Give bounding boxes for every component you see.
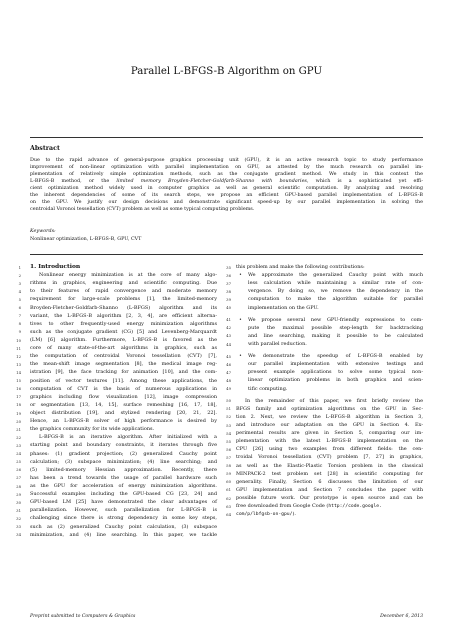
- line-number: 54: [226, 430, 231, 436]
- text-line: [16, 514, 217, 522]
- section-heading-line: [18, 263, 217, 271]
- abstract-line: [30, 178, 423, 185]
- line-number: 3: [18, 280, 21, 286]
- line-number: 36: [226, 272, 231, 278]
- text-line: [16, 401, 217, 409]
- abstract-line: on the GPU. We justify our design decisions and demonstrate significant speed-up by our parallel implementation in solving the: [30, 199, 423, 206]
- text-line: [16, 490, 217, 498]
- line-number: 61: [226, 487, 231, 493]
- line-number: 29: [16, 491, 21, 497]
- text-line: [226, 437, 423, 445]
- line-text: perimental results are given in Section 5, comparing our im-: [236, 430, 423, 437]
- line-text: requirement for large-scale problems [1], the limited-memory: [30, 296, 217, 303]
- line-text: tific computing.: [248, 385, 288, 392]
- bullet-icon: •: [239, 272, 242, 279]
- line-number: 59: [226, 471, 231, 477]
- text-line: [16, 498, 217, 506]
- text-line: [226, 397, 423, 405]
- line-number: 47: [226, 369, 231, 375]
- line-number: 11: [16, 345, 21, 351]
- text-line: [18, 320, 217, 328]
- text-line: [16, 368, 217, 376]
- abstract-bottom-rule: [30, 254, 423, 255]
- text-line: [16, 393, 217, 401]
- left-column: [16, 263, 217, 539]
- text-line: [16, 466, 217, 474]
- line-text: phases: (1) gradient projection; (2) generalized Cauchy point: [30, 450, 217, 457]
- line-text: Successful examples including the GPU-based CG [23, 24] and: [30, 491, 217, 498]
- text-line: [226, 413, 423, 421]
- text-line: [18, 304, 217, 312]
- text-line: [226, 352, 423, 360]
- line-text: core of many state-of-the-art algorithms in graphics, such as: [30, 345, 217, 352]
- text-line: [226, 429, 423, 437]
- text-line: [16, 531, 217, 539]
- abstract-top-rule: [30, 137, 423, 138]
- text-line: [16, 417, 217, 425]
- line-text: We demonstrate the speedup of L-BFGS-B enabled by: [248, 353, 423, 360]
- abstract-line: cient optimization method widely used in computer graphics as well as general scientific computation. By analyzing and resolving: [30, 185, 423, 192]
- text-line: [18, 287, 217, 295]
- line-number: 24: [16, 451, 21, 457]
- line-text: as well as the Elastic-Plastic Torsion problem in the classical: [236, 462, 423, 469]
- line-text: possible future work. Our prototype is open source and can be: [236, 494, 423, 501]
- line-number: 5: [18, 297, 21, 303]
- line-text: tives to other frequently-used energy minimization algorithms: [30, 320, 217, 327]
- line-number: 64: [226, 511, 231, 517]
- text-line: [226, 324, 423, 332]
- abstract-italic-term: limited memory Broyden-Fletcher-Goldfarb-Shanno with boundaries: [116, 178, 307, 185]
- line-number: 49: [226, 386, 231, 392]
- line-text: MINPACK-2 test problem set [28] in scientific computing for: [236, 470, 423, 477]
- line-text: the graphics community for its wide applications.: [30, 426, 155, 433]
- section-heading: 1. Introduction: [30, 263, 81, 270]
- line-text: (LM) [6] algorithm. Furthermore, L-BFGS-B is favored as the: [30, 336, 217, 343]
- text-line: [18, 295, 217, 303]
- line-number: 57: [226, 455, 231, 460]
- abstract-text: , which is a sophisticated yet effi-: [306, 178, 423, 185]
- line-number: 28: [16, 483, 21, 489]
- line-number: 44: [226, 341, 231, 347]
- line-number: 33: [16, 524, 21, 530]
- line-number: 32: [16, 515, 21, 521]
- line-text: In the remainder of this paper, we first briefly review the: [245, 397, 423, 404]
- line-text: implementation on the GPU.: [248, 304, 319, 311]
- line-number: 2: [18, 272, 21, 278]
- text-line: [16, 385, 217, 393]
- line-number: 42: [226, 325, 231, 331]
- line-text: Broyden-Fletcher-Goldfarb-Shanno (L-BFGS) algorithm and its: [30, 304, 217, 311]
- text-line: [16, 336, 217, 344]
- text-line: [16, 409, 217, 417]
- text-line: [226, 316, 423, 324]
- line-number: 48: [226, 378, 231, 384]
- text-line: [226, 332, 423, 340]
- text-line: [18, 312, 217, 320]
- line-number: 56: [226, 446, 231, 452]
- text-line: [18, 279, 217, 287]
- text-line: [226, 295, 423, 303]
- line-text: CPU [26] using two examples from different fields: the cen-: [236, 446, 423, 453]
- text-line: [16, 441, 217, 449]
- line-number: 31: [16, 507, 21, 513]
- text-line: [226, 271, 423, 279]
- text-line: [16, 474, 217, 482]
- line-text: pute the maximal possible step-length for backtracking: [248, 324, 423, 331]
- line-number: 7: [18, 313, 21, 319]
- text-line: [226, 385, 423, 393]
- text-line: [226, 368, 423, 376]
- text-line: [16, 458, 217, 466]
- line-text: We propose several new GPU-friendly expressions to com-: [248, 316, 423, 323]
- line-text: object distribution [19], and stylized rendering [20, 21, 22].: [30, 409, 217, 416]
- line-text: (5) limited-memory Hessian approximation. Recently, there: [30, 466, 217, 473]
- line-text: such as the conjugate gradient (CG) [5] and Levenberg-Marquardt: [30, 328, 217, 335]
- line-number: 45: [226, 353, 231, 359]
- line-text: vergence. By doing so, we remove the dependency in the: [248, 288, 423, 295]
- line-number: 51: [226, 406, 231, 412]
- text-line: [16, 450, 217, 458]
- line-text: the mean-shift image segmentation [8], the medical image reg-: [30, 361, 217, 368]
- line-number: 21: [16, 426, 21, 432]
- line-text-part: free downloaded from Google Code (: [236, 503, 329, 510]
- line-text: troidal Voronoi tessellation (CVT) problem [7, 27] in graphics,: [236, 454, 423, 461]
- line-text: starting point and boundary constraints, it iterates through five: [30, 442, 217, 449]
- line-number: 50: [226, 398, 231, 404]
- line-number: 55: [226, 438, 231, 444]
- line-text: and line searching, making it possible to be calculated: [248, 332, 423, 339]
- paper-title: Parallel L-BFGS-B Algorithm on GPU: [130, 66, 323, 77]
- text-line: [226, 340, 423, 348]
- abstract-body: [30, 157, 423, 213]
- line-number: 46: [226, 361, 231, 367]
- line-number: 19: [16, 410, 21, 416]
- line-text: or segmentation [13, 14, 15], surface remeshing [16, 17, 18],: [30, 401, 217, 408]
- abstract-text: L-BFGS-B method, or the: [30, 178, 117, 185]
- line-text: GPU implementation and Section 7 concludes the paper with: [236, 486, 423, 493]
- line-number: 43: [226, 333, 231, 339]
- line-number: 13: [16, 361, 21, 367]
- line-text: has been a trend towards the usage of parallel hardware such: [30, 474, 217, 481]
- line-text: and introduce our adaptation on the GPU in Section 4. Ex-: [236, 421, 423, 428]
- text-line: [18, 328, 217, 336]
- abstract-line: the inherent dependencies of some of its search steps, we propose an efficient GPU-based parallel implementation of L-BFGS-B: [30, 192, 423, 199]
- line-text: rithms in graphics, engineering and scientific computing. Due: [30, 280, 217, 287]
- text-line: [226, 421, 423, 429]
- line-number: 8: [18, 321, 21, 327]
- line-number: 27: [16, 475, 21, 481]
- text-line: [16, 482, 217, 490]
- right-column: [226, 263, 423, 518]
- text-line: [226, 405, 423, 413]
- abstract-line: Due to the rapid advance of general-purpose graphics processing unit (GPU), it is an active research topic to study performance: [30, 157, 423, 163]
- line-text: minimization, and (4) line searching. In this paper, we tackle: [30, 531, 217, 538]
- line-number: 60: [226, 479, 231, 485]
- line-text: parallelization. However, such parallelization for L-BFGS-B is: [30, 507, 217, 514]
- text-line: [226, 279, 423, 287]
- text-line: [226, 263, 423, 271]
- text-line: [16, 425, 217, 433]
- line-number: 30: [16, 499, 21, 505]
- line-text: GPU-based LM [25] have demonstrated the clear advantages of: [30, 499, 217, 506]
- line-number: 22: [16, 434, 21, 440]
- line-text: as the GPU for acceleration of energy minimization algorithms.: [30, 482, 217, 489]
- text-line: [226, 445, 423, 453]
- line-number: 41: [226, 317, 231, 323]
- line-text: istration [9], the face tracking for animation [10], and the com-: [30, 369, 217, 376]
- text-line: [16, 344, 217, 352]
- keywords-list: Nonlinear optimization, L-BFGS-B, GPU, CVT: [30, 236, 142, 242]
- line-text: Nonlinear energy minimization is at the core of many algo-: [39, 272, 217, 279]
- text-line: [226, 360, 423, 368]
- line-text: generality. Finally, Section 6 discusses the limitation of our: [236, 478, 423, 485]
- text-line: [18, 271, 217, 279]
- line-text: computation to make the algorithm suitable for parallel: [248, 296, 423, 303]
- line-text: Hence, an L-BFGS-B solver of high performance is desired by: [30, 418, 217, 425]
- abstract-line: plementation of relatively simple optimization methods, such as the conjugate gradient method. We study in this context the: [30, 171, 423, 178]
- line-text: this problem and make the following contributions:: [236, 264, 365, 270]
- line-text: We approximate the generalized Cauchy point with much: [248, 272, 423, 279]
- text-line: [226, 462, 423, 470]
- text-line: [226, 510, 423, 518]
- text-line: [226, 478, 423, 486]
- text-line: [226, 287, 423, 295]
- line-number: 35: [226, 264, 231, 270]
- line-number: 1: [18, 264, 21, 270]
- text-line: [16, 523, 217, 531]
- line-number: 10: [16, 337, 21, 343]
- line-text: BFGS family and optimization algorithms on the GPU in Sec-: [236, 405, 423, 412]
- line-text: variant, the L-BFGS-B algorithm [2, 3, 4], are efficient alterna-: [30, 312, 217, 319]
- line-number: 9: [18, 329, 21, 335]
- text-line: [16, 352, 217, 360]
- abstract-line: improvement of non-linear optimization with parallel implementation on GPU, as attested by the much research on parallel im-: [30, 164, 423, 171]
- text-line: [16, 377, 217, 385]
- line-text: our parallel implementation with extensive testings and: [248, 361, 423, 368]
- line-number: 23: [16, 443, 21, 448]
- line-number: 16: [16, 386, 21, 392]
- line-number: 38: [226, 288, 231, 294]
- text-line: [16, 506, 217, 514]
- line-number: 6: [18, 305, 21, 311]
- line-text: position of vector textures [11]. Among these applications, the: [30, 377, 217, 384]
- line-number: 14: [16, 370, 21, 376]
- footer-date: December 6, 2013: [380, 614, 423, 619]
- text-line: [226, 494, 423, 502]
- text-line: [226, 502, 423, 510]
- text-line: [226, 470, 423, 478]
- line-number: 37: [226, 280, 231, 286]
- line-number: 17: [16, 394, 21, 400]
- line-text: less calculation while maintaining a similar rate of con-: [248, 280, 423, 287]
- line-text: [236, 510, 423, 519]
- line-text: graphics including flow visualization [12], image compression: [30, 393, 217, 400]
- line-text: with parallel reduction.: [248, 340, 307, 347]
- footer-left: Preprint submitted to Computers & Graphics: [30, 614, 136, 619]
- text-line: [226, 376, 423, 384]
- line-number: 25: [16, 459, 21, 465]
- project-url[interactable]: http://code.google.: [328, 504, 382, 510]
- line-text: calculation; (3) subspace minimization; (4) line searching; and: [30, 458, 217, 465]
- abstract-line: centroidal Voronoi tessellation (CVT) problem as well as some typical computing problems.: [30, 206, 255, 213]
- project-url[interactable]: com/p/lbfgsb-on-gpu/: [236, 512, 293, 518]
- line-text: L-BFGS-B is an iterative algorithm. After initialized with a: [39, 434, 217, 441]
- line-text: computation of CVT is the basis of numerous applications in: [30, 385, 217, 392]
- bullet-icon: •: [239, 353, 242, 360]
- line-number: 20: [16, 418, 21, 424]
- line-number: 12: [16, 353, 21, 359]
- bullet-icon: •: [239, 316, 242, 323]
- line-text: to their features of rapid convergence and moderate memory: [30, 288, 217, 295]
- line-number: 4: [18, 288, 21, 294]
- line-number: 58: [226, 463, 231, 469]
- text-line: [226, 453, 423, 461]
- line-text: challenging since there is strong dependency in some key steps,: [30, 515, 217, 522]
- line-number: 62: [226, 495, 231, 501]
- line-text: plementation with the latest L-BFGS-B implementation on the: [236, 438, 423, 445]
- keywords-label: Keywords:: [30, 228, 56, 234]
- line-number: 26: [16, 467, 21, 473]
- line-text: tion 2. Next, we review the L-BFGS-B algorithm in Section 3,: [236, 413, 423, 420]
- line-number: 34: [16, 532, 21, 538]
- line-text: linear optimization problems in both graphics and scien-: [248, 377, 423, 384]
- line-number: 40: [226, 305, 231, 311]
- line-number: 52: [226, 414, 231, 420]
- text-line: [226, 486, 423, 494]
- line-number: 15: [16, 378, 21, 384]
- abstract-heading: Abstract: [30, 145, 60, 152]
- line-text-part: ).: [292, 511, 296, 518]
- line-text: the computation of centroidal Voronoi tessellation (CVT) [7],: [30, 353, 217, 360]
- text-line: [16, 360, 217, 368]
- line-number: 63: [226, 503, 231, 509]
- line-number: 39: [226, 297, 231, 303]
- line-text: present example applications to solve some typical non-: [248, 369, 423, 376]
- line-number: 18: [16, 402, 21, 408]
- line-number: 53: [226, 422, 231, 428]
- line-text: such as (2) generalized Cauchy point calculation, (3) subspace: [30, 523, 217, 530]
- text-line: [226, 304, 423, 312]
- text-line: [16, 433, 217, 441]
